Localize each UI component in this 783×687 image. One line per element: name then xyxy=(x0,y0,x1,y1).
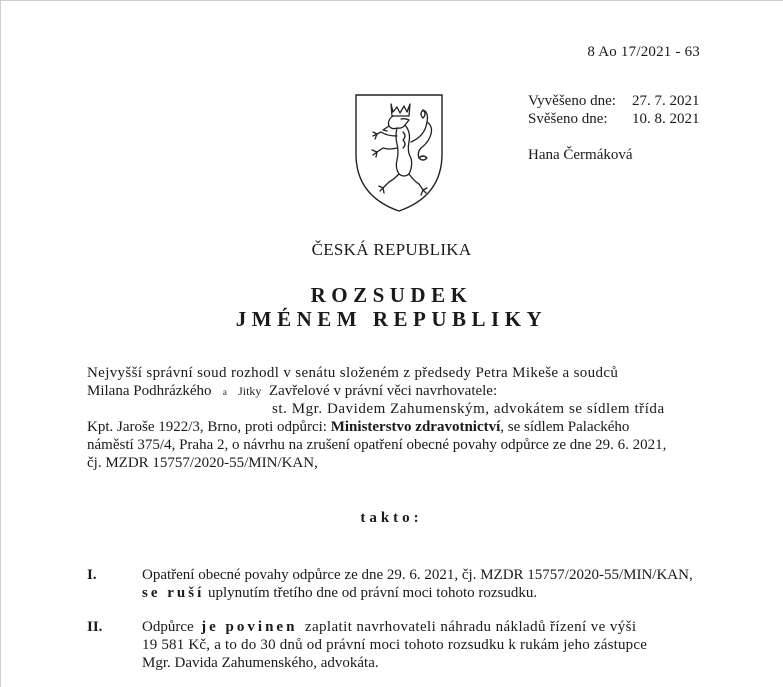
page-border-left xyxy=(0,0,1,687)
publication-info xyxy=(528,92,700,128)
clerk-name: Hana Čermáková xyxy=(528,147,633,163)
intro-text-2b: a xyxy=(222,387,227,397)
document-subtitle: JMÉNEM REPUBLIKY xyxy=(235,307,548,331)
intro-text-4c: , se sídlem Palackého xyxy=(500,419,630,435)
intro-line-2 xyxy=(87,382,701,400)
verdict-number-2: II. xyxy=(87,619,103,635)
file-number: 8 Ao 17/2021 - 63 xyxy=(587,44,700,60)
verdict-2-line-3: Mgr. Davida Zahumenského, advokáta. xyxy=(142,655,379,671)
verdict-1-line-1: Opatření obecné povahy odpůrce ze dne 29. 6. 2021, čj. MZDR 15757/2020-55/MIN/KAN, xyxy=(142,567,693,583)
intro-line-4 xyxy=(87,418,701,436)
intro-text-1: Nejvyšší správní soud rozhodl v senátu složeném z předsedy Petra Mikeše a soudců xyxy=(87,365,619,381)
intro-line-1 xyxy=(87,364,701,382)
intro-line-6 xyxy=(87,454,701,472)
intro-text-6: čj. MZDR 15757/2020-55/MIN/KAN, xyxy=(87,455,318,471)
verdict-2-emphasis: je povinen xyxy=(201,619,298,635)
page-border-top xyxy=(0,0,783,1)
verdict-1-emphasis: se ruší xyxy=(142,585,205,601)
verdict-2-text-c: zaplatit navrhovateli náhradu nákladů řízení ve výši xyxy=(304,619,637,635)
intro-text-3: st. Mgr. Davidem Zahumenským, advokátem se sídlem třída xyxy=(272,401,665,417)
intro-text-2d: Zavřelové v právní věci navrhovatele: xyxy=(268,383,498,399)
intro-text-2a: Milana Podhrázkého xyxy=(87,383,212,399)
country-name: ČESKÁ REPUBLIKA xyxy=(311,240,472,259)
published-label: Vyvěšeno dne: xyxy=(528,93,616,109)
intro-text-2c: Jitky xyxy=(238,384,262,398)
operative-heading: takto: xyxy=(360,510,423,526)
intro-text-4a: Kpt. Jaroše 1922/3, Brno, proti odpůrci: xyxy=(87,419,327,435)
respondent-name: Ministerstvo zdravotnictví xyxy=(330,419,501,435)
introduction-paragraph xyxy=(87,364,701,472)
verdict-1-line-2: uplynutím třetího dne od právní moci tohoto rozsudku. xyxy=(208,585,538,601)
intro-line-3 xyxy=(87,400,701,418)
document-title: ROZSUDEK xyxy=(310,283,473,307)
coat-of-arms-icon xyxy=(353,92,445,214)
removed-label: Svěšeno dne: xyxy=(528,111,608,127)
removed-date: 10. 8. 2021 xyxy=(632,111,700,127)
verdict-item-2 xyxy=(87,618,701,672)
verdict-item-1 xyxy=(87,566,701,602)
published-row xyxy=(528,92,700,110)
published-date: 27. 7. 2021 xyxy=(632,93,700,109)
removed-row xyxy=(528,110,700,128)
verdict-2-line-2: 19 581 Kč, a to do 30 dnů od právní moci tohoto rozsudku k rukám jeho zástupce xyxy=(142,637,648,653)
intro-text-5: náměstí 375/4, Praha 2, o návrhu na zrušení opatření obecné povahy odpůrce ze dne 29. 6. 2021, xyxy=(87,437,667,453)
verdict-text-2 xyxy=(142,618,701,672)
verdict-2-text-a: Odpůrce xyxy=(142,619,194,635)
verdict-text-1 xyxy=(142,566,701,602)
verdict-number-1: I. xyxy=(87,567,97,583)
intro-line-5 xyxy=(87,436,701,454)
